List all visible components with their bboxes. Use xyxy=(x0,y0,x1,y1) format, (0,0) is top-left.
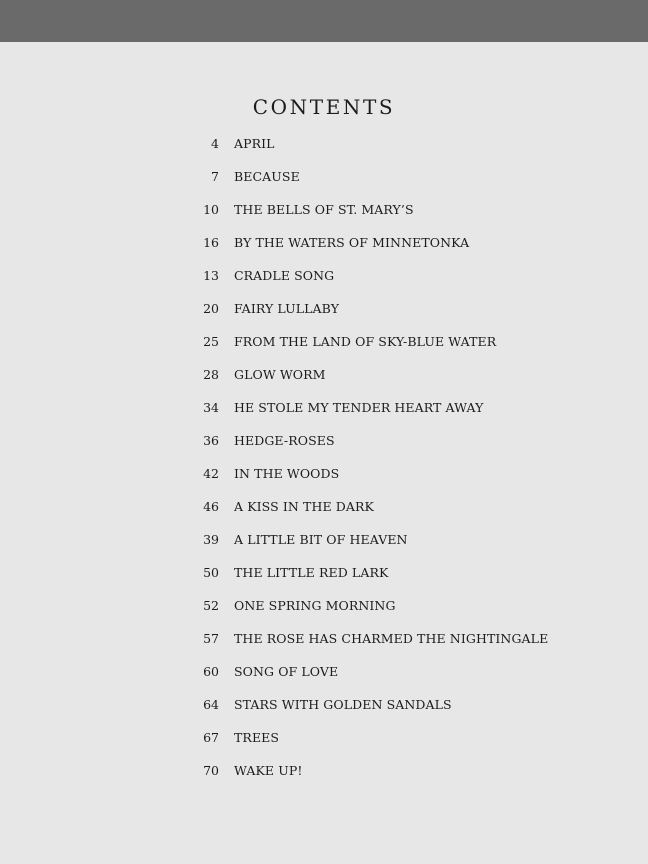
toc-entry xyxy=(0,233,648,266)
toc-entry xyxy=(0,530,648,563)
toc-page-number: 57 xyxy=(203,631,219,646)
document-page xyxy=(0,42,648,864)
toc-page-number: 46 xyxy=(203,499,219,514)
toc-page-number: 39 xyxy=(203,532,219,547)
toc-page-number: 7 xyxy=(211,169,219,184)
toc-entry xyxy=(0,431,648,464)
toc-song-title: CRADLE SONG xyxy=(234,268,335,283)
toc-page-number: 64 xyxy=(203,697,219,712)
table-of-contents xyxy=(0,134,648,794)
toc-entry xyxy=(0,332,648,365)
toc-song-title: GLOW WORM xyxy=(234,367,326,382)
toc-song-title: FAIRY LULLABY xyxy=(234,301,340,316)
toc-song-title: HE STOLE MY TENDER HEART AWAY xyxy=(234,400,484,415)
toc-song-title: FROM THE LAND OF SKY-BLUE WATER xyxy=(234,334,497,349)
toc-page-number: 70 xyxy=(203,763,219,778)
toc-song-title: BY THE WATERS OF MINNETONKA xyxy=(234,235,470,250)
toc-entry xyxy=(0,200,648,233)
toc-page-number: 25 xyxy=(203,334,219,349)
toc-entry xyxy=(0,464,648,497)
toc-page-number: 28 xyxy=(203,367,219,382)
toc-page-number: 20 xyxy=(203,301,219,316)
top-bar xyxy=(0,0,648,42)
toc-song-title: THE BELLS OF ST. MARY’S xyxy=(234,202,414,217)
toc-song-title: THE LITTLE RED LARK xyxy=(234,565,389,580)
toc-song-title: STARS WITH GOLDEN SANDALS xyxy=(234,697,452,712)
toc-song-title: BECAUSE xyxy=(234,169,300,184)
toc-entry xyxy=(0,596,648,629)
toc-page-number: 4 xyxy=(211,136,219,151)
toc-page-number: 42 xyxy=(203,466,219,481)
toc-page-number: 10 xyxy=(203,202,219,217)
toc-page-number: 67 xyxy=(203,730,219,745)
toc-song-title: TREES xyxy=(234,730,280,745)
toc-song-title: A LITTLE BIT OF HEAVEN xyxy=(234,532,408,547)
toc-song-title: IN THE WOODS xyxy=(234,466,340,481)
toc-entry xyxy=(0,167,648,200)
toc-entry xyxy=(0,398,648,431)
page-title: CONTENTS xyxy=(252,95,396,119)
toc-song-title: HEDGE-ROSES xyxy=(234,433,335,448)
toc-entry xyxy=(0,299,648,332)
toc-entry xyxy=(0,563,648,596)
toc-entry xyxy=(0,728,648,761)
toc-entry xyxy=(0,695,648,728)
toc-song-title: APRIL xyxy=(234,136,275,151)
toc-entry xyxy=(0,662,648,695)
toc-page-number: 36 xyxy=(203,433,219,448)
toc-page-number: 60 xyxy=(203,664,219,679)
toc-song-title: ONE SPRING MORNING xyxy=(234,598,396,613)
toc-entry xyxy=(0,365,648,398)
toc-entry xyxy=(0,266,648,299)
toc-entry xyxy=(0,629,648,662)
toc-song-title: WAKE UP! xyxy=(234,763,303,778)
toc-page-number: 13 xyxy=(203,268,219,283)
toc-page-number: 34 xyxy=(203,400,219,415)
toc-song-title: A KISS IN THE DARK xyxy=(234,499,374,514)
toc-entry xyxy=(0,134,648,167)
toc-song-title: THE ROSE HAS CHARMED THE NIGHTINGALE xyxy=(234,631,549,646)
toc-page-number: 16 xyxy=(203,235,219,250)
toc-page-number: 52 xyxy=(203,598,219,613)
toc-song-title: SONG OF LOVE xyxy=(234,664,339,679)
toc-entry xyxy=(0,497,648,530)
toc-page-number: 50 xyxy=(203,565,219,580)
toc-entry xyxy=(0,761,648,794)
